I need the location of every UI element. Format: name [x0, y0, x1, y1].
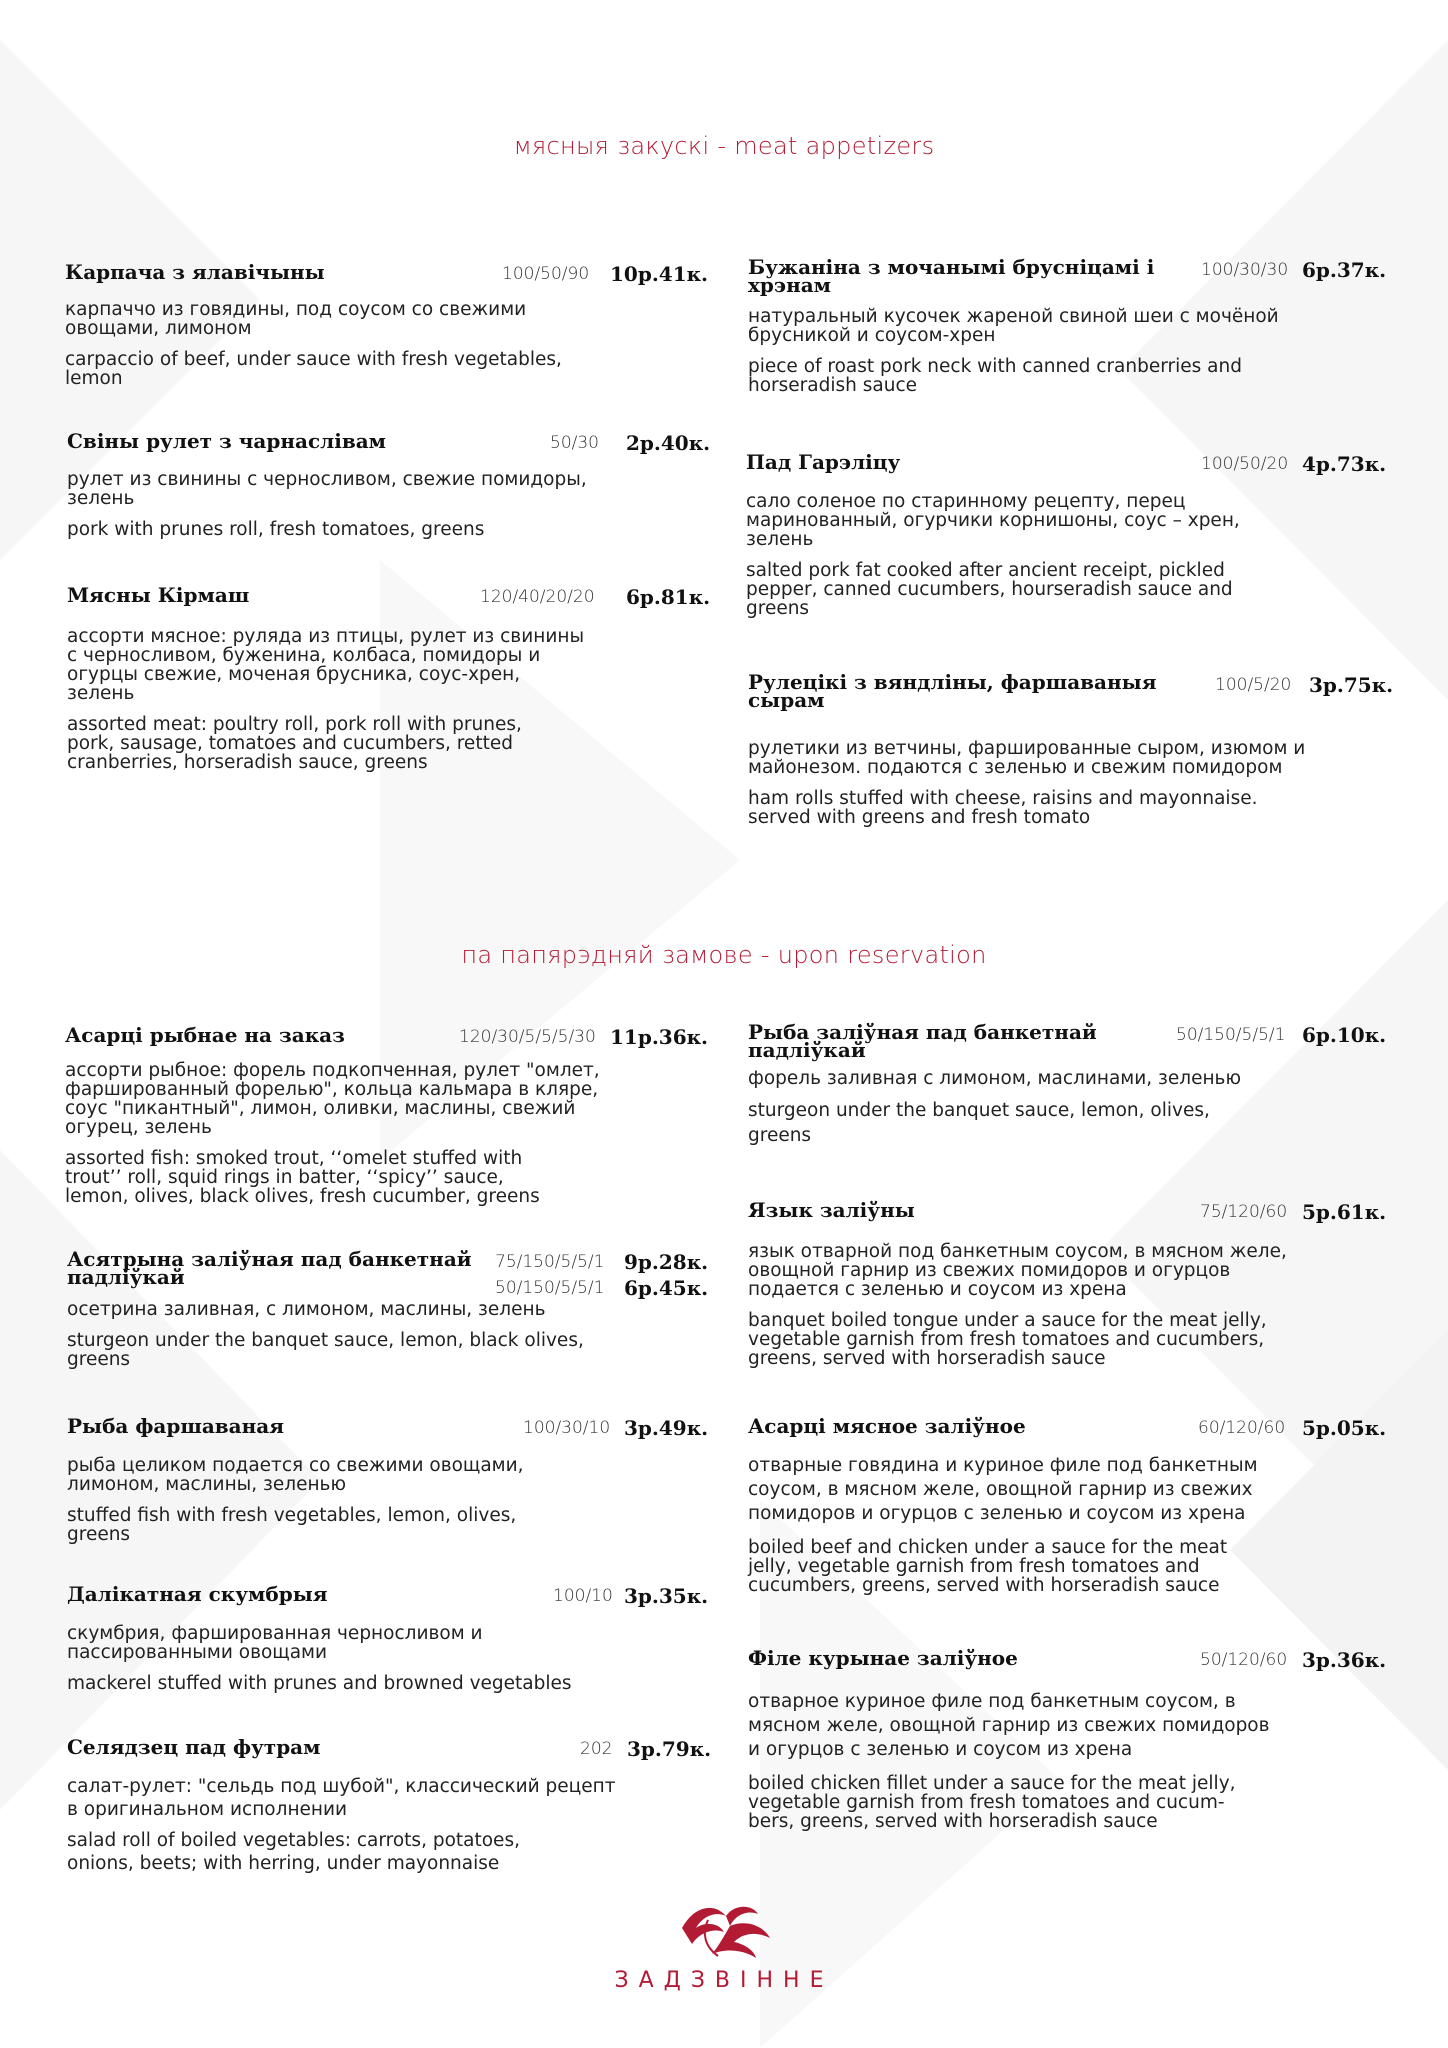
item-price: 9р.28к. — [624, 1250, 709, 1274]
item-weight: 50/150/5/5/1 — [1176, 1025, 1286, 1045]
item-price: 6р.10к. — [1302, 1023, 1387, 1047]
menu-item — [67, 1584, 707, 1693]
menu-item — [748, 1416, 1388, 1595]
menu-item — [748, 1200, 1388, 1368]
item-price: 3р.35к. — [624, 1584, 709, 1608]
item-name: Філе курынае заліўное — [748, 1646, 1018, 1670]
item-name: Рыба заліўная пад банкетнай падліўкай — [748, 1020, 1097, 1062]
item-name: Свіны рулет з чарнаслівам — [67, 429, 387, 453]
section-title-upon-reservation: па папярэдняй замове - upon reservation — [461, 941, 987, 969]
item-description-ru: салат-рулет: "сельдь под шубой", классический рецепт в оригинальном исполнении — [67, 1776, 616, 1820]
item-description-ru: карпаччо из говядины, под соусом со свежими овощами, лимоном — [65, 299, 527, 339]
section-title-meat-appetizers: мясныя закускі - meat appetizers — [513, 132, 935, 160]
item-description-en: carpaccio of beef, under sauce with fresh vegetables, lemon — [65, 349, 562, 389]
item-weight: 100/30/10 — [523, 1418, 611, 1438]
item-description-ru: сало соленое по старинному рецепту, перец маринованный, огурчики корнишоны, соус – хрен, зелень — [746, 491, 1240, 550]
item-name: Асятрына заліўная пад банкетнай падліўкай — [67, 1247, 472, 1289]
item-description-en: assorted fish: smoked trout, ‘‘omelet stuffed with trout’’ roll, squid rings in batter, ‘‘spicy’’ sauce, lemon, olives, black olives, fresh cucumber, greens — [65, 1148, 540, 1207]
restaurant-logo-text: ЗАДЗВІННЕ — [614, 1968, 834, 1993]
menu-item — [65, 260, 709, 389]
item-description-ru: рыба целиком подается со свежими овощами, лимоном, маслины, зеленью — [67, 1455, 524, 1495]
item-weight: 100/30/30 — [1201, 260, 1289, 280]
item-weight: 202 — [580, 1739, 613, 1759]
menu-item — [65, 1023, 709, 1207]
item-price: 3р.36к. — [1302, 1648, 1387, 1672]
menu-item — [746, 452, 1386, 618]
item-weight: 100/50/20 — [1201, 454, 1289, 474]
item-name: Карпача з ялавічыны — [65, 260, 325, 284]
item-description-ru: ассорти мясное: руляда из птицы, рулет из свинины с черносливом, буженина, колбаса, помидоры и огурцы свежие, моченая брусника, соус-хрен, зелень — [67, 626, 585, 704]
item-weight: 75/120/60 — [1200, 1202, 1288, 1222]
item-description-en: assorted meat: poultry roll, pork roll with prunes, pork, sausage, tomatoes and cucumbers, retted cranberries, horseradish sauce, greens — [67, 714, 522, 773]
item-price: 2р.40к. — [626, 431, 711, 455]
menu-item — [748, 670, 1394, 828]
item-price: 3р.79к. — [627, 1737, 712, 1761]
item-description-en: sturgeon under the banquet sauce, lemon, olives, greens — [748, 1100, 1210, 1146]
item-price: 11р.36к. — [610, 1025, 709, 1049]
item-name: Рыба фаршаваная — [67, 1414, 285, 1438]
item-name: Мясны Кірмаш — [67, 583, 250, 607]
item-description-ru: скумбрия, фаршированная черносливом и пассированными овощами — [67, 1623, 483, 1663]
item-name: Язык заліўны — [748, 1198, 915, 1222]
item-name: Асарці мясное заліўное — [748, 1414, 1026, 1438]
menu-item — [67, 1247, 709, 1370]
item-name: Пад Гарэліцу — [746, 450, 901, 474]
item-price: 3р.75к. — [1309, 673, 1394, 697]
menu-item — [748, 1020, 1388, 1148]
item-weight: 100/10 — [553, 1586, 613, 1606]
item-description-en: pork with prunes roll, fresh tomatoes, greens — [67, 519, 485, 540]
item-name: Далікатная скумбрыя — [67, 1582, 328, 1606]
item-weight: 60/120/60 — [1198, 1418, 1286, 1438]
item-price: 5р.05к. — [1302, 1416, 1387, 1440]
item-name: Бужаніна з мочанымі брусніцамі і хрэнам — [748, 255, 1155, 297]
item-price: 5р.61к. — [1302, 1200, 1387, 1224]
menu-item — [748, 255, 1388, 396]
item-description-en: boiled chicken fillet under a sauce for the meat jelly, vegetable garnish from fresh tomatoes and cucum- bers, greens, served with horseradish sauce — [748, 1773, 1236, 1832]
item-price: 3р.49к. — [624, 1416, 709, 1440]
item-price: 4р.73к. — [1302, 452, 1387, 476]
item-description-ru: рулетики из ветчины, фаршированные сыром, изюмом и майонезом. подаются с зеленью и свежим помидором — [748, 738, 1306, 778]
item-description-en: piece of roast pork neck with canned cranberries and horseradish sauce — [748, 356, 1242, 396]
item-description-en: sturgeon under the banquet sauce, lemon, black olives, greens — [67, 1330, 584, 1370]
restaurant-logo-icon — [674, 1898, 778, 1960]
item-description-en: mackerel stuffed with prunes and browned vegetables — [67, 1673, 572, 1694]
item-price-alt: 6р.45к. — [624, 1276, 709, 1300]
item-description-ru: язык отварной под банкетным соусом, в мясном желе, овощной гарнир из свежих помидоров и огурцов подается с зеленью и соусом из хрена — [748, 1241, 1287, 1300]
item-name: Селядзец пад футрам — [67, 1735, 321, 1759]
item-price: 6р.81к. — [626, 585, 711, 609]
item-weight: 120/30/5/5/5/30 — [459, 1027, 596, 1047]
menu-item — [67, 429, 711, 540]
item-weight: 50/30 — [550, 433, 599, 453]
item-name: Рулецікі з вяндліны, фаршаваныя сырам — [748, 670, 1157, 712]
item-price: 6р.37к. — [1302, 258, 1387, 282]
item-description-en: salad roll of boiled vegetables: carrots, potatoes, onions, beets; with herring, under mayonnaise — [67, 1830, 520, 1874]
item-description-ru: форель заливная с лимоном, маслинами, зеленью — [748, 1068, 1242, 1089]
item-weight: 100/5/20 — [1215, 675, 1292, 695]
item-description-ru: отварные говядина и куриное филе под банкетным соусом, в мясном желе, овощной гарнир из свежих помидоров и огурцов с зеленью и соусом из хрена — [748, 1455, 1258, 1524]
item-description-ru: отварное куриное филе под банкетным соусом, в мясном желе, овощной гарнир из свежих помидоров и огурцов с зеленью и соусом из хрена — [748, 1691, 1270, 1760]
item-description-ru: натуральный кусочек жареной свиной шеи с мочёной брусникой и соусом-хрен — [748, 306, 1279, 346]
item-weight: 50/120/60 — [1200, 1650, 1288, 1670]
item-description-en: salted pork fat cooked after ancient receipt, pickled pepper, canned cucumbers, hourseradish sauce and greens — [746, 560, 1233, 619]
item-description-en: stuffed fish with fresh vegetables, lemon, olives, greens — [67, 1505, 517, 1545]
item-description-ru: ассорти рыбное: форель подкопченная, рулет "омлет, фаршированный форелью", кольца кальмара в кляре, соус "пикантный", лимон, оливки, маслины, свежий огурец, зелень — [65, 1060, 600, 1138]
menu-item — [748, 1648, 1388, 1831]
menu-item — [67, 583, 711, 773]
item-description-ru: рулет из свинины с черносливом, свежие помидоры, зелень — [67, 469, 587, 509]
item-weight: 75/150/5/5/1 — [495, 1252, 605, 1272]
item-description-ru: осетрина заливная, с лимоном, маслины, зелень — [67, 1299, 546, 1320]
item-price: 10р.41к. — [610, 262, 709, 286]
item-description-en: ham rolls stuffed with cheese, raisins and mayonnaise. served with greens and fresh tomato — [748, 788, 1258, 828]
menu-item — [67, 1735, 712, 1875]
item-weight: 120/40/20/20 — [480, 587, 595, 607]
item-weight-alt: 50/150/5/5/1 — [495, 1278, 605, 1298]
item-name: Асарці рыбнае на заказ — [65, 1023, 345, 1047]
menu-item — [67, 1416, 707, 1544]
item-description-en: boiled beef and chicken under a sauce for the meat jelly, vegetable garnish from fresh tomatoes and cucumbers, greens, served with horseradish sauce — [748, 1537, 1228, 1596]
item-weight: 100/50/90 — [502, 264, 590, 284]
item-description-en: banquet boiled tongue under a sauce for the meat jelly, vegetable garnish from fresh tomatoes and cucumbers, greens, served with horseradish sauce — [748, 1310, 1267, 1369]
